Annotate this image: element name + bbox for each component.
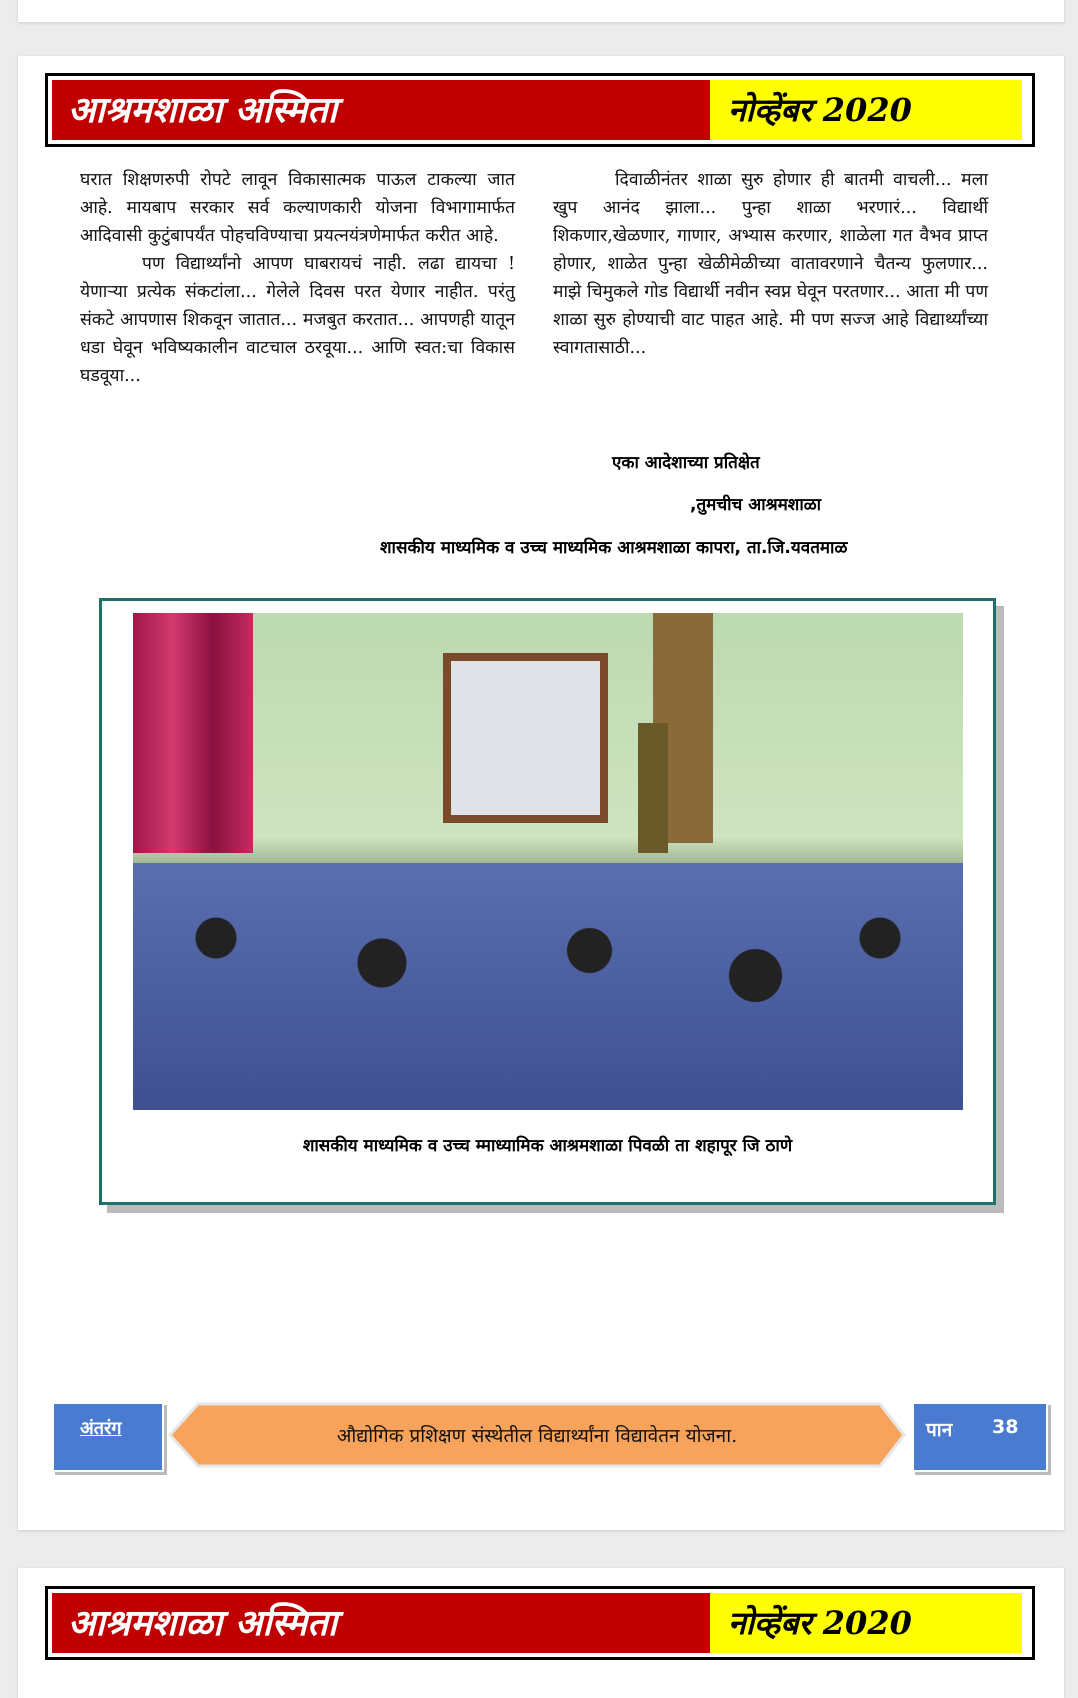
curtain [133,613,253,853]
screen-board [443,653,608,823]
photo-frame [99,598,996,1205]
signature-line-1: एका आदेशाच्या प्रतिक्षेत [612,453,760,473]
contents-button[interactable] [52,1402,164,1472]
banner-text: औद्योगिक प्रशिक्षण संस्थेतील विद्यार्थ्यांना विद्यावेतन योजना. [336,1425,738,1447]
newsletter-title: आश्रमशाळा अस्मिता [52,80,710,140]
issue-month: नोव्हेंबर 2020 [710,1593,1022,1653]
next-page-header [45,1586,1035,1660]
paragraph: पण विद्यार्थ्यांनो आपण घाबरायचं नाही. लढा द्यायचा ! येणाऱ्या प्रत्येक संकटांला... गेलेले दिवस परत येणार नाहीत. परंतु संकटे आपणास शिकवून जातात... मजबुत करतात... आपणही यातून धडा घेवून भविष्यकालीन वाटचाल ठरवूया... आणि स्वत:चा विकास घडवूया... [80,254,515,386]
teacher [638,723,668,853]
page-number: 38 [992,1416,1019,1438]
issue-month: नोव्हेंबर 2020 [710,80,1022,140]
left-column [80,166,515,390]
students [133,863,963,1110]
page-number-box [912,1402,1048,1472]
paragraph: घरात शिक्षणरुपी रोपटे लावून विकासात्मक पाऊल टाकल्या जात आहे. मायबाप सरकार सर्व कल्याणकारी योजना विभागामार्फत आदिवासी कुटुंबापर्यंत पोहचविण्याचा प्रयत्नयंत्रणेमार्फत करीत आहे. [80,170,515,246]
page-header [45,73,1035,147]
signature-school: शासकीय माध्यमिक व उच्च माध्यमिक आश्रमशाळा कापरा, ता.जि.यवतमाळ [380,538,848,558]
photo-caption: शासकीय माध्यमिक व उच्च म्माध्यामिक आश्रमशाळा पिवळी ता शहापूर जि ठाणे [302,1136,793,1156]
paragraph: दिवाळीनंतर शाळा सुरु होणार ही बातमी वाचली... मला खुप आनंद झाला... पुन्हा शाळा भरणारं... विद्यार्थी शिकणार,खेळणार, गाणार, अभ्यास करणार, शाळेला गत वैभव प्राप्त होणार, शाळेत पुन्हा खेळीमेळीच्या वातावरणाने चैतन्य फुलणार... माझे चिमुकले गोड विद्यार्थी नवीन स्वप्न घेवून परतणार... आता मी पण शाळा सुरु होण्याची वाट पाहत आहे. मी पण सज्ज आहे विद्यार्थ्यांच्या स्वागतासाठी... [553,170,988,358]
classroom-photo [133,613,963,1110]
right-column [553,166,988,362]
page-label: पान [926,1419,953,1441]
newsletter-title: आश्रमशाळा अस्मिता [52,1593,710,1653]
footer-banner [168,1402,906,1468]
signature-line-2: ,तुमचीच आश्रमशाळा [690,495,822,515]
contents-link[interactable]: अंतरंग [80,1418,122,1439]
previous-page [18,0,1064,22]
